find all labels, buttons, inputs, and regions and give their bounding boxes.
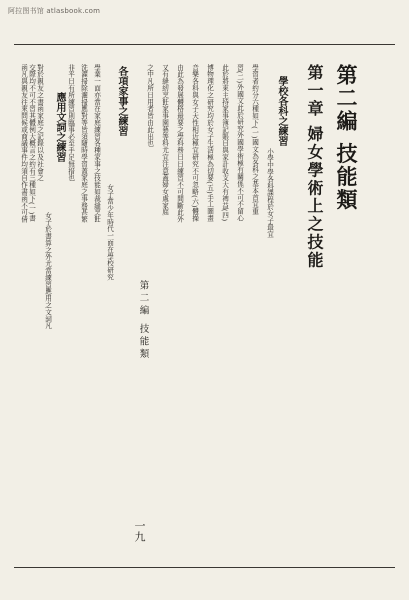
text-line: 之中凡所日用者皆由此出也	[145, 64, 154, 147]
text-line: 由此為發展體格最要之學科務日日練習不可間斷此外	[175, 64, 184, 223]
subtitle-practical-writing-visible: 應用文詞之練習	[54, 92, 65, 162]
text-line: 習(二)外國文此於研究外國學術極有關係不可不留心	[235, 64, 244, 222]
section-title: 第二編 技能類	[334, 64, 359, 212]
text-line: 非平日有所練習則臨事必至手足無措也	[66, 64, 75, 182]
text-line: 函凡與親友往來問候或商議事件均須自作書函不可倩	[19, 64, 28, 223]
subtitle-household-tasks: 各項家事之練習	[116, 66, 127, 136]
text-line: 學業一面亦當在家庭練習各種家事之技能如裁縫烹飪	[92, 64, 101, 223]
text-line: 對於親友之書函家庭之記錄以及社會之	[35, 64, 44, 182]
text-line: 女子於書算之外尤當練習應用之文詞凡	[43, 212, 52, 330]
text-line: 學習者約分六種如下(一)國文為各科之基本首宜重	[250, 64, 259, 215]
text-line: 洗濯掃除灑掃應對等皆須隨時學習蓋家庭之事務甚繁	[79, 64, 88, 223]
bottom-rule	[14, 567, 395, 568]
text-line: 音樂各科與女子天性相近極宜研究不可忽略(六)體操	[190, 64, 199, 222]
text-line: 博物理化之研究均於女子生活極為切要(五)手工圖畫	[205, 64, 214, 222]
page-number: 一九	[133, 520, 146, 542]
chapter-title: 第一章 婦女學術上之技能	[305, 64, 324, 270]
text-line: 交際均不可不習其體例大概言之約有三種如下(一)書	[27, 64, 36, 222]
text-line: 又有縫紉烹飪家事園藝等科尤宜注意蓋婦女處家庭	[160, 64, 169, 216]
text-line: 小學中學各科課程於女子最宜	[265, 148, 274, 238]
text-line: 此於將來主持家事簿記賬目與家計收支大有裨益(四)	[220, 64, 229, 222]
text-line: 女子當少年時代一面在學校研究	[105, 184, 114, 281]
margin-section-label: 第二編 技能類	[137, 280, 149, 362]
subtitle-school-subjects: 學校各科之練習	[276, 76, 287, 146]
top-rule	[14, 44, 395, 45]
watermark: 阿拉图书馆 atlasbook.com	[8, 7, 101, 15]
